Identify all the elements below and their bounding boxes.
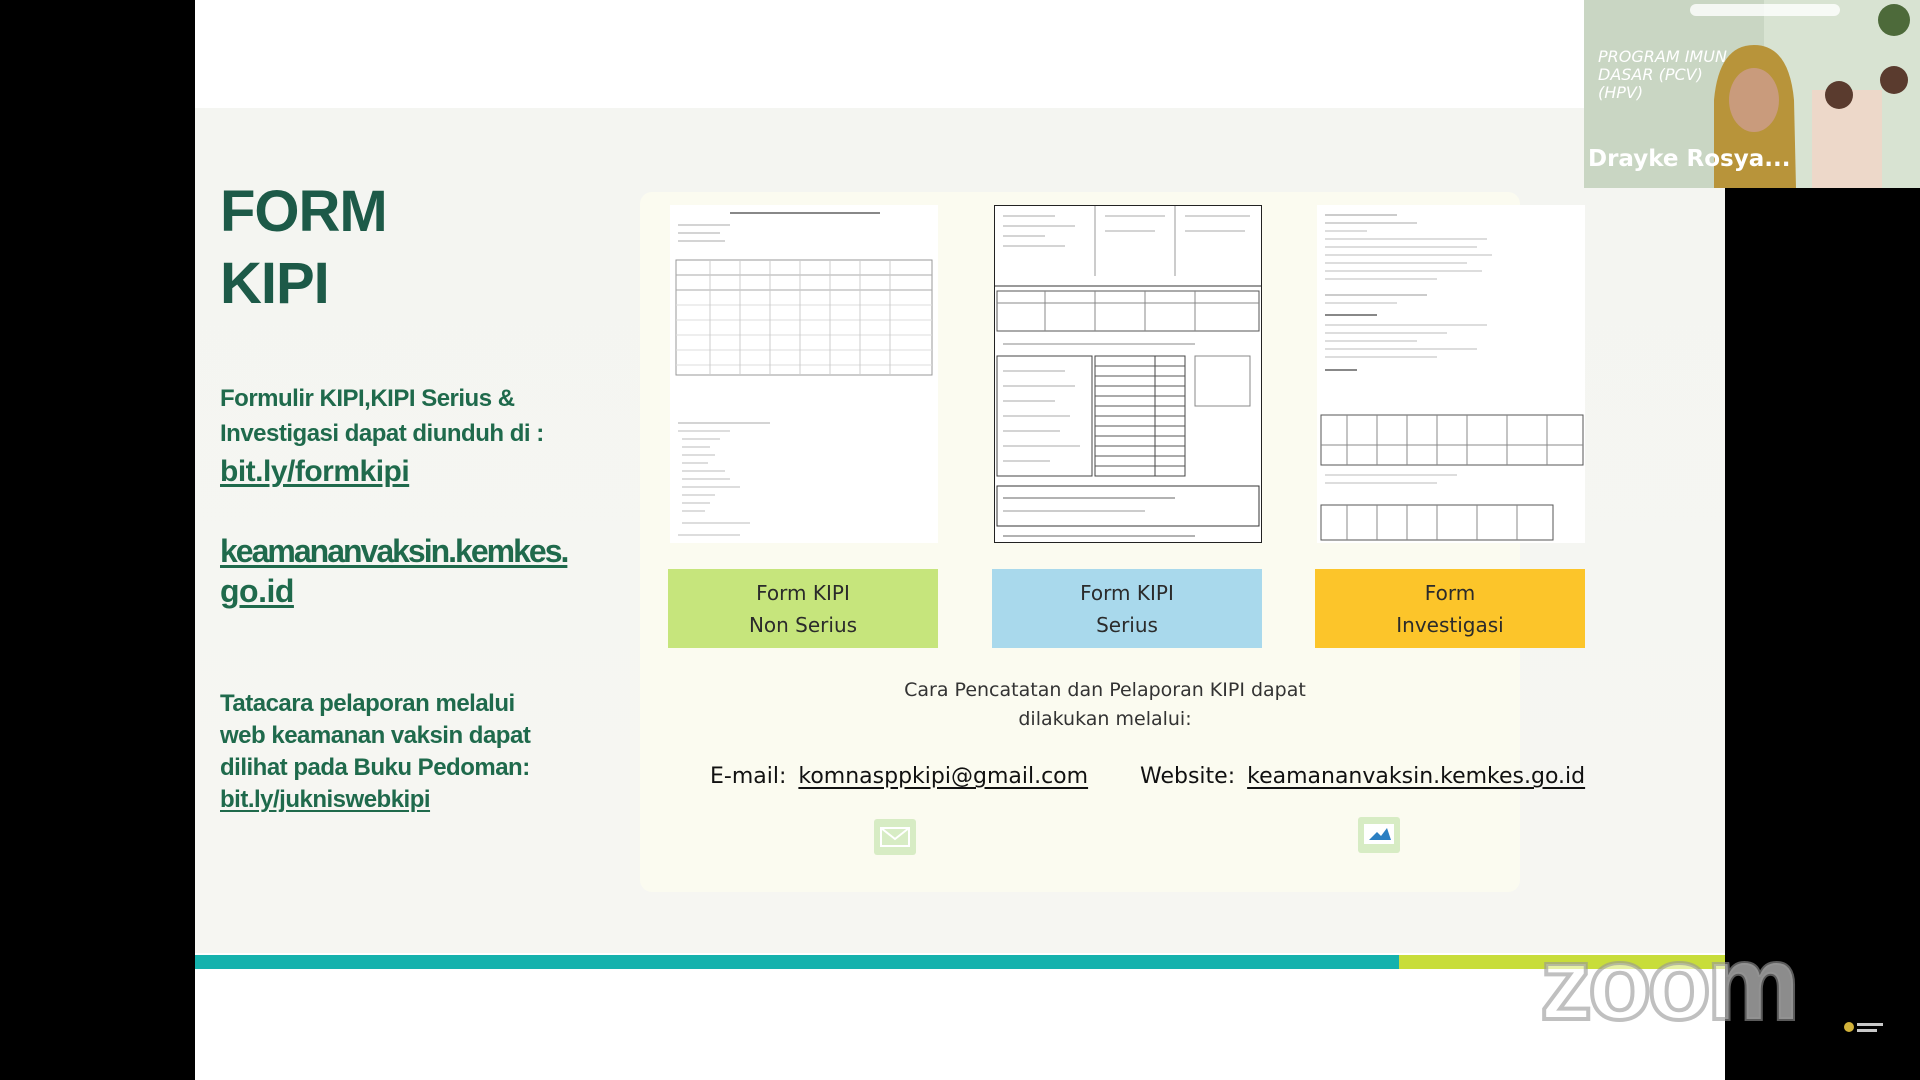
guide-link[interactable]: bit.ly/jukniswebkipi: [220, 786, 431, 813]
presentation-slide: [195, 0, 1725, 1080]
tile-text-line-2: DASAR (PCV): [1598, 65, 1703, 84]
email-link[interactable]: komnasppkipi@gmail.com: [798, 764, 1089, 789]
website-link[interactable]: keamananvaksin.kemkes.go.id: [1247, 764, 1586, 789]
slide-title-line-2: KIPI: [220, 251, 329, 316]
zoom-watermark: zoom: [1540, 926, 1796, 1042]
form-kipi-non-serius-thumbnail: [670, 205, 938, 543]
form-investigasi-line-2: Investigasi: [1396, 612, 1504, 637]
form-kipi-serius-line-1: Form KIPI: [1080, 580, 1174, 605]
website-link-line-1[interactable]: keamananvaksin.kemkes.: [220, 533, 568, 569]
tile-text-line-3: (HPV): [1598, 83, 1644, 102]
form-kipi-non-serius-line-1: Form KIPI: [756, 580, 850, 605]
form-investigasi-thumbnail: [1317, 205, 1585, 543]
slide-title-line-1: FORM: [220, 179, 387, 244]
corner-logo-icon: [1843, 1018, 1885, 1036]
form-kipi-serius-thumbnail: [994, 205, 1262, 543]
form-kipi-non-serius-button[interactable]: [668, 569, 938, 648]
form-kipi-non-serius-line-2: Non Serius: [748, 612, 858, 637]
form-investigasi-line-1: Form: [1424, 580, 1476, 605]
website-contact: [1140, 764, 1585, 789]
participant-name: Drayke Rosya...: [1588, 146, 1791, 172]
download-link[interactable]: bit.ly/formkipi: [220, 455, 410, 488]
footer-bar-teal: [195, 955, 1399, 969]
website-label: Website:: [1140, 764, 1236, 789]
guide-text-line-2: web keamanan vaksin dapat: [220, 722, 531, 749]
form-kipi-serius-button[interactable]: [992, 569, 1262, 648]
email-contact: [710, 764, 1088, 789]
guide-text-line-3: dilihat pada Buku Pedoman:: [220, 754, 530, 781]
form-kipi-serius-line-2: Serius: [1096, 612, 1158, 637]
guide-text-line-1: Tatacara pelaporan melalui: [220, 690, 515, 717]
download-text-line-2: Investigasi dapat diunduh di :: [220, 420, 544, 447]
email-label: E-mail:: [710, 764, 787, 789]
download-text-line-1: Formulir KIPI,KIPI Serius &: [220, 385, 515, 412]
report-caption-line-1: Cara Pencatatan dan Pelaporan KIPI dapat: [904, 679, 1306, 701]
report-caption: [895, 676, 1315, 734]
website-link-line-2[interactable]: go.id: [220, 573, 294, 609]
website-icon: [1357, 816, 1401, 854]
form-investigasi-button[interactable]: [1315, 569, 1585, 648]
report-caption-line-2: dilakukan melalui:: [1018, 708, 1192, 730]
email-icon: [873, 818, 917, 856]
tile-text-line-1: PROGRAM IMUN: [1598, 47, 1727, 66]
